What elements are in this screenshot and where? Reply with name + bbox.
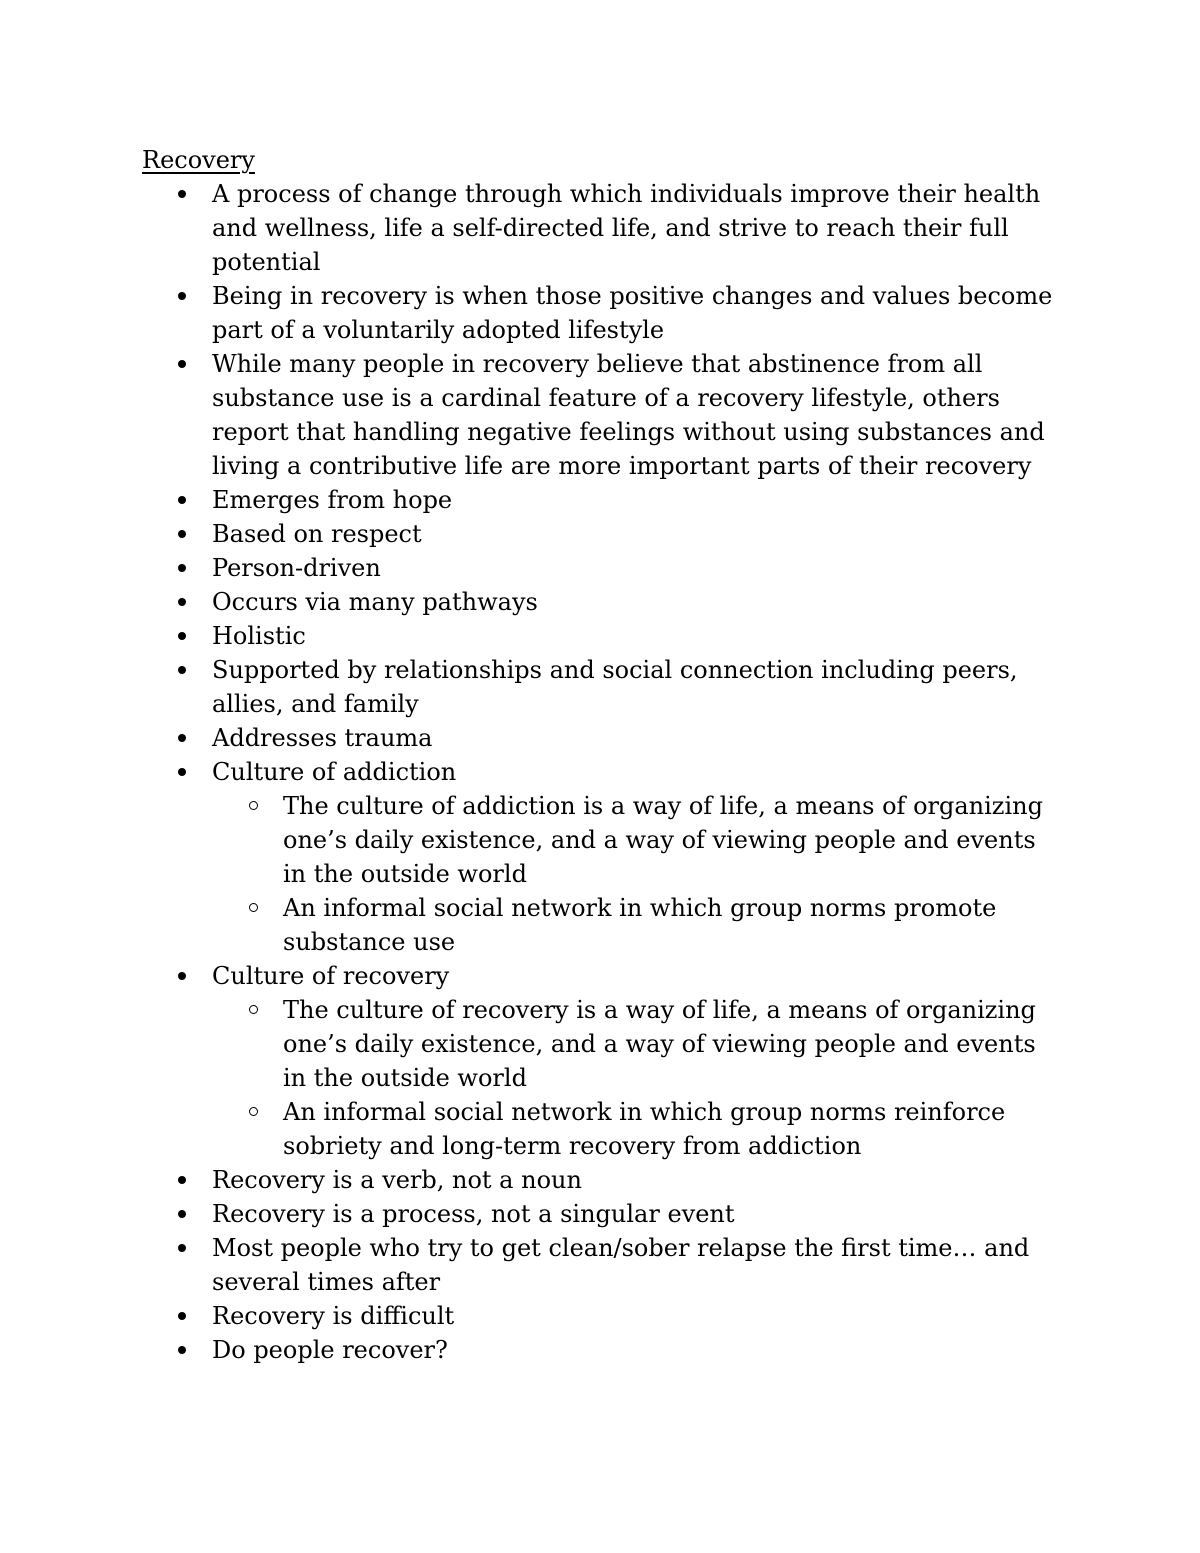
list-item	[212, 721, 1062, 755]
bullet-icon	[178, 1176, 186, 1184]
bullet-icon	[178, 564, 186, 572]
list-item-text: Recovery is difficult	[212, 1302, 455, 1330]
hollow-bullet-icon	[249, 903, 258, 912]
bullet-icon	[178, 1244, 186, 1252]
list-item-text: Most people who try to get clean/sober relapse the first time… and several times after	[212, 1234, 1030, 1296]
list-item	[212, 1333, 1062, 1367]
sub-list-item-text: An informal social network in which group norms promote substance use	[283, 894, 997, 956]
sub-list-item-text: The culture of addiction is a way of life, a means of organizing one’s daily existence, and a way of viewing people and events in the outside world	[283, 792, 1043, 888]
list-item-text: Person-driven	[212, 554, 381, 582]
list-item-text: Occurs via many pathways	[212, 588, 538, 616]
list-item-text: Supported by relationships and social connection including peers, allies, and family	[212, 656, 1018, 718]
bullet-icon	[178, 598, 186, 606]
sub-list-item	[283, 789, 1062, 891]
bullet-icon	[178, 292, 186, 300]
bullet-icon	[178, 972, 186, 980]
hollow-bullet-icon	[249, 1005, 258, 1014]
bullet-icon	[178, 666, 186, 674]
list-item-text: Addresses trauma	[212, 724, 433, 752]
bullet-icon	[178, 190, 186, 198]
list-item-text: Emerges from hope	[212, 486, 453, 514]
bullet-list	[142, 177, 1062, 1367]
list-item	[212, 279, 1062, 347]
sub-list-item	[283, 891, 1062, 959]
bullet-icon	[178, 1312, 186, 1320]
hollow-bullet-icon	[249, 1107, 258, 1116]
list-item	[212, 585, 1062, 619]
bullet-icon	[178, 632, 186, 640]
list-item-text: Culture of addiction	[212, 758, 457, 786]
hollow-bullet-icon	[249, 801, 258, 810]
bullet-icon	[178, 530, 186, 538]
list-item-text: Recovery is a verb, not a noun	[212, 1166, 582, 1194]
list-item-text: Being in recovery is when those positive changes and values become part of a voluntarily adopted lifestyle	[212, 282, 1053, 344]
list-item	[212, 1299, 1062, 1333]
bullet-icon	[178, 1210, 186, 1218]
section-heading: Recovery	[142, 146, 255, 174]
list-item	[212, 959, 1062, 1163]
list-item	[212, 619, 1062, 653]
bullet-icon	[178, 360, 186, 368]
list-item	[212, 1197, 1062, 1231]
list-item-text: While many people in recovery believe that abstinence from all substance use is a cardinal feature of a recovery lifestyle, others report that handling negative feelings without using substances and living a contributive life are more important parts of their recovery	[212, 350, 1045, 480]
list-item	[212, 517, 1062, 551]
sub-list-item-text: The culture of recovery is a way of life, a means of organizing one’s daily existence, and a way of viewing people and events in the outside world	[283, 996, 1036, 1092]
list-item	[212, 653, 1062, 721]
list-item-text: Based on respect	[212, 520, 422, 548]
bullet-icon	[178, 768, 186, 776]
list-item-text: Recovery is a process, not a singular event	[212, 1200, 735, 1228]
list-item-text: Culture of recovery	[212, 962, 450, 990]
list-item	[212, 755, 1062, 959]
sub-list	[212, 993, 1062, 1163]
bullet-icon	[178, 734, 186, 742]
list-item	[212, 1231, 1062, 1299]
list-item	[212, 1163, 1062, 1197]
document-content	[142, 143, 1062, 1367]
bullet-icon	[178, 496, 186, 504]
list-item-text: Do people recover?	[212, 1336, 448, 1364]
sub-list-item-text: An informal social network in which group norms reinforce sobriety and long-term recovery from addiction	[283, 1098, 1006, 1160]
bullet-icon	[178, 1346, 186, 1354]
sub-list-item	[283, 1095, 1062, 1163]
sub-list	[212, 789, 1062, 959]
list-item-text: A process of change through which individuals improve their health and wellness, life a self-directed life, and strive to reach their full potential	[212, 180, 1041, 276]
list-item-text: Holistic	[212, 622, 306, 650]
list-item	[212, 177, 1062, 279]
sub-list-item	[283, 993, 1062, 1095]
list-item	[212, 347, 1062, 483]
list-item	[212, 551, 1062, 585]
list-item	[212, 483, 1062, 517]
